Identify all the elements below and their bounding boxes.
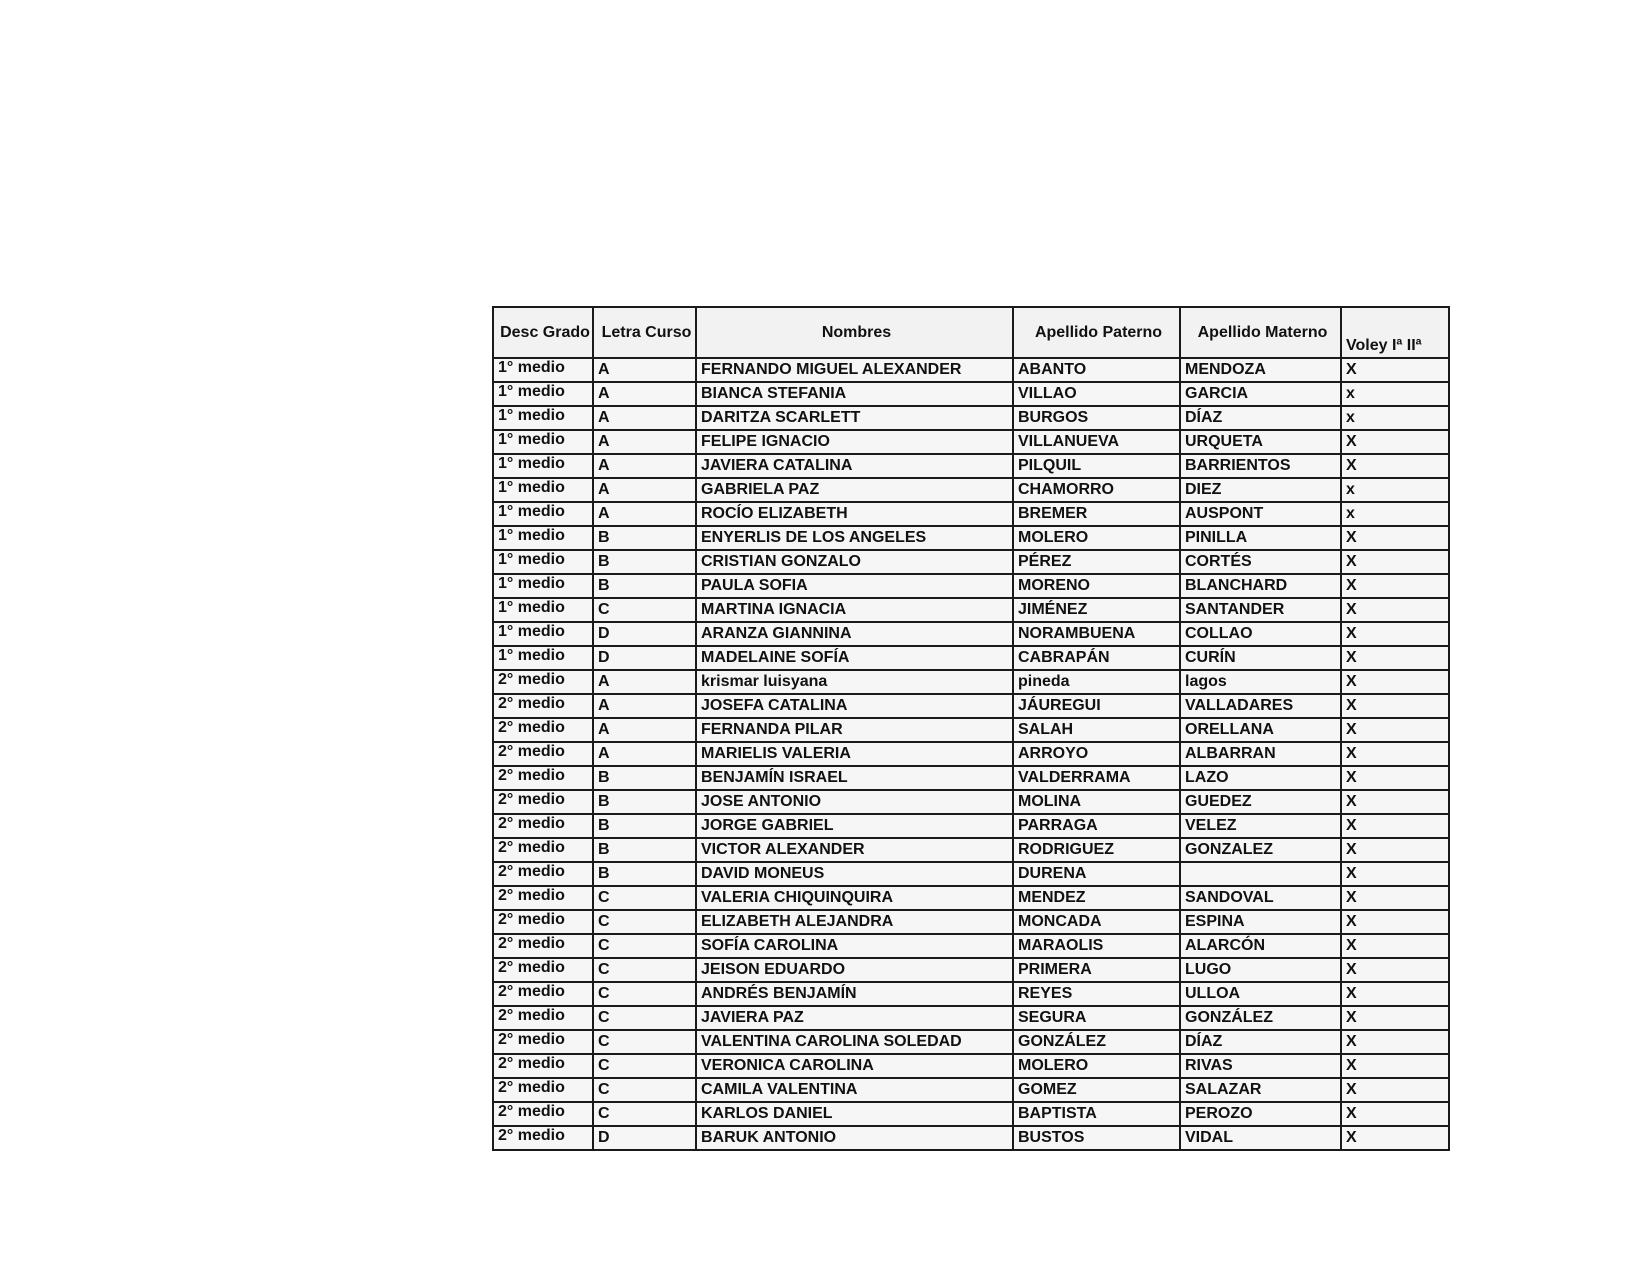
table-row [493, 646, 1449, 670]
table-row [493, 358, 1449, 382]
nombres-cell: ANDRÉS BENJAMÍN [696, 982, 1013, 1006]
grado-cell: 1° medio [493, 502, 593, 526]
nombres-cell: DARITZA SCARLETT [696, 406, 1013, 430]
letra-curso-cell: B [593, 574, 696, 598]
table-row [493, 790, 1449, 814]
letra-curso-cell: C [593, 1102, 696, 1126]
student-roster-table [492, 306, 1450, 1151]
nombres-cell: ELIZABETH ALEJANDRA [696, 910, 1013, 934]
apellido-paterno-cell: DURENA [1013, 862, 1180, 886]
apellido-materno-cell: lagos [1180, 670, 1341, 694]
letra-curso-cell: C [593, 934, 696, 958]
apellido-paterno-cell: MORENO [1013, 574, 1180, 598]
apellido-paterno-cell: BREMER [1013, 502, 1180, 526]
voley-cell: X [1341, 718, 1449, 742]
voley-cell: x [1341, 406, 1449, 430]
letra-curso-cell: C [593, 982, 696, 1006]
apellido-materno-cell: DIEZ [1180, 478, 1341, 502]
nombres-cell: FELIPE IGNACIO [696, 430, 1013, 454]
letra-curso-cell: B [593, 814, 696, 838]
apellido-materno-cell: PEROZO [1180, 1102, 1341, 1126]
apellido-paterno-cell: ABANTO [1013, 358, 1180, 382]
voley-cell: X [1341, 526, 1449, 550]
grado-cell: 2° medio [493, 814, 593, 838]
header-apellido-paterno: Apellido Paterno [1013, 307, 1180, 358]
nombres-cell: BIANCA STEFANIA [696, 382, 1013, 406]
table-row [493, 1006, 1449, 1030]
nombres-cell: CAMILA VALENTINA [696, 1078, 1013, 1102]
nombres-cell: FERNANDA PILAR [696, 718, 1013, 742]
nombres-cell: MARTINA IGNACIA [696, 598, 1013, 622]
letra-curso-cell: D [593, 1126, 696, 1150]
letra-curso-cell: C [593, 1006, 696, 1030]
grado-cell: 2° medio [493, 934, 593, 958]
grado-cell: 1° medio [493, 598, 593, 622]
letra-curso-cell: D [593, 646, 696, 670]
apellido-paterno-cell: MENDEZ [1013, 886, 1180, 910]
apellido-paterno-cell: MARAOLIS [1013, 934, 1180, 958]
voley-cell: X [1341, 622, 1449, 646]
apellido-paterno-cell: RODRIGUEZ [1013, 838, 1180, 862]
voley-cell: X [1341, 1102, 1449, 1126]
voley-cell: x [1341, 502, 1449, 526]
header-letra-curso: Letra Curso [593, 307, 696, 358]
apellido-materno-cell: BLANCHARD [1180, 574, 1341, 598]
apellido-materno-cell: GARCIA [1180, 382, 1341, 406]
apellido-paterno-cell: JIMÉNEZ [1013, 598, 1180, 622]
table-row [493, 1126, 1449, 1150]
apellido-materno-cell: VALLADARES [1180, 694, 1341, 718]
grado-cell: 2° medio [493, 1006, 593, 1030]
apellido-materno-cell: GONZALEZ [1180, 838, 1341, 862]
nombres-cell: VALERIA CHIQUINQUIRA [696, 886, 1013, 910]
table-row [493, 406, 1449, 430]
header-row [493, 307, 1449, 358]
apellido-materno-cell: ALBARRAN [1180, 742, 1341, 766]
grado-cell: 1° medio [493, 454, 593, 478]
apellido-paterno-cell: VILLAO [1013, 382, 1180, 406]
nombres-cell: MARIELIS VALERIA [696, 742, 1013, 766]
letra-curso-cell: A [593, 670, 696, 694]
voley-cell: x [1341, 382, 1449, 406]
apellido-materno-cell: CURÍN [1180, 646, 1341, 670]
apellido-materno-cell: LAZO [1180, 766, 1341, 790]
letra-curso-cell: C [593, 1030, 696, 1054]
apellido-materno-cell: URQUETA [1180, 430, 1341, 454]
letra-curso-cell: B [593, 838, 696, 862]
grado-cell: 2° medio [493, 982, 593, 1006]
table-row [493, 718, 1449, 742]
letra-curso-cell: C [593, 1054, 696, 1078]
table-row [493, 670, 1449, 694]
letra-curso-cell: A [593, 358, 696, 382]
apellido-paterno-cell: MOLERO [1013, 526, 1180, 550]
table-row [493, 382, 1449, 406]
grado-cell: 1° medio [493, 550, 593, 574]
letra-curso-cell: C [593, 598, 696, 622]
apellido-paterno-cell: REYES [1013, 982, 1180, 1006]
nombres-cell: GABRIELA PAZ [696, 478, 1013, 502]
voley-cell: x [1341, 478, 1449, 502]
apellido-materno-cell: SALAZAR [1180, 1078, 1341, 1102]
voley-cell: X [1341, 838, 1449, 862]
grado-cell: 2° medio [493, 742, 593, 766]
apellido-materno-cell: DÍAZ [1180, 1030, 1341, 1054]
table-row [493, 1102, 1449, 1126]
nombres-cell: JOSEFA CATALINA [696, 694, 1013, 718]
table-row [493, 862, 1449, 886]
apellido-paterno-cell: VILLANUEVA [1013, 430, 1180, 454]
voley-cell: X [1341, 862, 1449, 886]
nombres-cell: JAVIERA CATALINA [696, 454, 1013, 478]
nombres-cell: SOFÍA CAROLINA [696, 934, 1013, 958]
grado-cell: 1° medio [493, 478, 593, 502]
nombres-cell: PAULA SOFIA [696, 574, 1013, 598]
letra-curso-cell: C [593, 910, 696, 934]
grado-cell: 1° medio [493, 358, 593, 382]
header-desc-grado: Desc Grado [493, 307, 593, 358]
voley-cell: X [1341, 934, 1449, 958]
nombres-cell: JAVIERA PAZ [696, 1006, 1013, 1030]
apellido-paterno-cell: CHAMORRO [1013, 478, 1180, 502]
apellido-materno-cell: RIVAS [1180, 1054, 1341, 1078]
voley-cell: X [1341, 646, 1449, 670]
grado-cell: 1° medio [493, 430, 593, 454]
grado-cell: 1° medio [493, 574, 593, 598]
grado-cell: 2° medio [493, 1078, 593, 1102]
header-apellido-materno: Apellido Materno [1180, 307, 1341, 358]
nombres-cell: KARLOS DANIEL [696, 1102, 1013, 1126]
apellido-materno-cell: ORELLANA [1180, 718, 1341, 742]
letra-curso-cell: A [593, 382, 696, 406]
apellido-paterno-cell: PÉREZ [1013, 550, 1180, 574]
voley-cell: X [1341, 1078, 1449, 1102]
table-row [493, 502, 1449, 526]
letra-curso-cell: C [593, 886, 696, 910]
table-row [493, 838, 1449, 862]
apellido-materno-cell: SANTANDER [1180, 598, 1341, 622]
table-row [493, 1054, 1449, 1078]
voley-cell: X [1341, 814, 1449, 838]
grado-cell: 2° medio [493, 838, 593, 862]
voley-cell: X [1341, 598, 1449, 622]
table-row [493, 574, 1449, 598]
grado-cell: 1° medio [493, 646, 593, 670]
apellido-paterno-cell: PARRAGA [1013, 814, 1180, 838]
table-row [493, 958, 1449, 982]
letra-curso-cell: B [593, 766, 696, 790]
table-row [493, 598, 1449, 622]
nombres-cell: krismar luisyana [696, 670, 1013, 694]
table-row [493, 694, 1449, 718]
grado-cell: 1° medio [493, 406, 593, 430]
table-row [493, 742, 1449, 766]
letra-curso-cell: A [593, 694, 696, 718]
apellido-materno-cell: LUGO [1180, 958, 1341, 982]
apellido-materno-cell: SANDOVAL [1180, 886, 1341, 910]
apellido-materno-cell: DÍAZ [1180, 406, 1341, 430]
nombres-cell: FERNANDO MIGUEL ALEXANDER [696, 358, 1013, 382]
table-row [493, 1078, 1449, 1102]
voley-cell: X [1341, 886, 1449, 910]
nombres-cell: JORGE GABRIEL [696, 814, 1013, 838]
apellido-materno-cell: COLLAO [1180, 622, 1341, 646]
nombres-cell: MADELAINE SOFÍA [696, 646, 1013, 670]
apellido-paterno-cell: PRIMERA [1013, 958, 1180, 982]
letra-curso-cell: A [593, 502, 696, 526]
table-row [493, 766, 1449, 790]
grado-cell: 2° medio [493, 886, 593, 910]
table-row [493, 622, 1449, 646]
apellido-materno-cell: AUSPONT [1180, 502, 1341, 526]
table-row [493, 910, 1449, 934]
voley-cell: X [1341, 910, 1449, 934]
nombres-cell: VICTOR ALEXANDER [696, 838, 1013, 862]
grado-cell: 2° medio [493, 670, 593, 694]
table-row [493, 526, 1449, 550]
grado-cell: 2° medio [493, 910, 593, 934]
apellido-paterno-cell: MOLERO [1013, 1054, 1180, 1078]
voley-cell: X [1341, 1030, 1449, 1054]
apellido-paterno-cell: pineda [1013, 670, 1180, 694]
grado-cell: 2° medio [493, 718, 593, 742]
apellido-materno-cell: BARRIENTOS [1180, 454, 1341, 478]
voley-cell: X [1341, 790, 1449, 814]
apellido-paterno-cell: BURGOS [1013, 406, 1180, 430]
grado-cell: 2° medio [493, 862, 593, 886]
apellido-paterno-cell: CABRAPÁN [1013, 646, 1180, 670]
apellido-materno-cell: ESPINA [1180, 910, 1341, 934]
voley-cell: X [1341, 1054, 1449, 1078]
apellido-paterno-cell: MOLINA [1013, 790, 1180, 814]
nombres-cell: BARUK ANTONIO [696, 1126, 1013, 1150]
apellido-materno-cell: GONZÁLEZ [1180, 1006, 1341, 1030]
table-row [493, 454, 1449, 478]
apellido-paterno-cell: BUSTOS [1013, 1126, 1180, 1150]
apellido-paterno-cell: NORAMBUENA [1013, 622, 1180, 646]
table-row [493, 478, 1449, 502]
letra-curso-cell: B [593, 550, 696, 574]
grado-cell: 1° medio [493, 622, 593, 646]
voley-cell: X [1341, 958, 1449, 982]
letra-curso-cell: C [593, 958, 696, 982]
table-row [493, 886, 1449, 910]
letra-curso-cell: D [593, 622, 696, 646]
grado-cell: 2° medio [493, 1054, 593, 1078]
apellido-paterno-cell: ARROYO [1013, 742, 1180, 766]
apellido-materno-cell: ULLOA [1180, 982, 1341, 1006]
voley-cell: X [1341, 550, 1449, 574]
apellido-materno-cell: ALARCÓN [1180, 934, 1341, 958]
apellido-paterno-cell: GONZÁLEZ [1013, 1030, 1180, 1054]
nombres-cell: ROCÍO ELIZABETH [696, 502, 1013, 526]
nombres-cell: VERONICA CAROLINA [696, 1054, 1013, 1078]
letra-curso-cell: A [593, 406, 696, 430]
apellido-materno-cell: PINILLA [1180, 526, 1341, 550]
voley-cell: X [1341, 694, 1449, 718]
apellido-materno-cell: MENDOZA [1180, 358, 1341, 382]
apellido-paterno-cell: SALAH [1013, 718, 1180, 742]
grado-cell: 1° medio [493, 526, 593, 550]
apellido-materno-cell: CORTÉS [1180, 550, 1341, 574]
nombres-cell: JOSE ANTONIO [696, 790, 1013, 814]
header-nombres: Nombres [696, 307, 1013, 358]
grado-cell: 1° medio [493, 382, 593, 406]
apellido-paterno-cell: PILQUIL [1013, 454, 1180, 478]
grado-cell: 2° medio [493, 790, 593, 814]
letra-curso-cell: B [593, 526, 696, 550]
apellido-paterno-cell: SEGURA [1013, 1006, 1180, 1030]
table-row [493, 550, 1449, 574]
grado-cell: 2° medio [493, 1030, 593, 1054]
nombres-cell: ARANZA GIANNINA [696, 622, 1013, 646]
letra-curso-cell: A [593, 454, 696, 478]
letra-curso-cell: B [593, 790, 696, 814]
nombres-cell: VALENTINA CAROLINA SOLEDAD [696, 1030, 1013, 1054]
apellido-paterno-cell: MONCADA [1013, 910, 1180, 934]
voley-cell: X [1341, 1126, 1449, 1150]
grado-cell: 2° medio [493, 1126, 593, 1150]
grado-cell: 2° medio [493, 958, 593, 982]
table-row [493, 982, 1449, 1006]
voley-cell: X [1341, 982, 1449, 1006]
apellido-materno-cell [1180, 862, 1341, 886]
nombres-cell: DAVID MONEUS [696, 862, 1013, 886]
voley-cell: X [1341, 766, 1449, 790]
table-row [493, 934, 1449, 958]
nombres-cell: BENJAMÍN ISRAEL [696, 766, 1013, 790]
grado-cell: 2° medio [493, 694, 593, 718]
grado-cell: 2° medio [493, 1102, 593, 1126]
table-row [493, 430, 1449, 454]
nombres-cell: CRISTIAN GONZALO [696, 550, 1013, 574]
voley-cell: X [1341, 742, 1449, 766]
letra-curso-cell: C [593, 1078, 696, 1102]
voley-cell: X [1341, 430, 1449, 454]
table-row [493, 1030, 1449, 1054]
letra-curso-cell: A [593, 478, 696, 502]
voley-cell: X [1341, 670, 1449, 694]
apellido-paterno-cell: GOMEZ [1013, 1078, 1180, 1102]
apellido-paterno-cell: BAPTISTA [1013, 1102, 1180, 1126]
apellido-paterno-cell: JÁUREGUI [1013, 694, 1180, 718]
grado-cell: 2° medio [493, 766, 593, 790]
nombres-cell: ENYERLIS DE LOS ANGELES [696, 526, 1013, 550]
letra-curso-cell: A [593, 718, 696, 742]
nombres-cell: JEISON EDUARDO [696, 958, 1013, 982]
apellido-paterno-cell: VALDERRAMA [1013, 766, 1180, 790]
voley-cell: X [1341, 574, 1449, 598]
letra-curso-cell: A [593, 742, 696, 766]
header-voley: Voley Iª IIª [1341, 307, 1449, 358]
voley-cell: X [1341, 1006, 1449, 1030]
apellido-materno-cell: VIDAL [1180, 1126, 1341, 1150]
table-row [493, 814, 1449, 838]
letra-curso-cell: B [593, 862, 696, 886]
letra-curso-cell: A [593, 430, 696, 454]
apellido-materno-cell: VELEZ [1180, 814, 1341, 838]
voley-cell: X [1341, 358, 1449, 382]
voley-cell: X [1341, 454, 1449, 478]
apellido-materno-cell: GUEDEZ [1180, 790, 1341, 814]
